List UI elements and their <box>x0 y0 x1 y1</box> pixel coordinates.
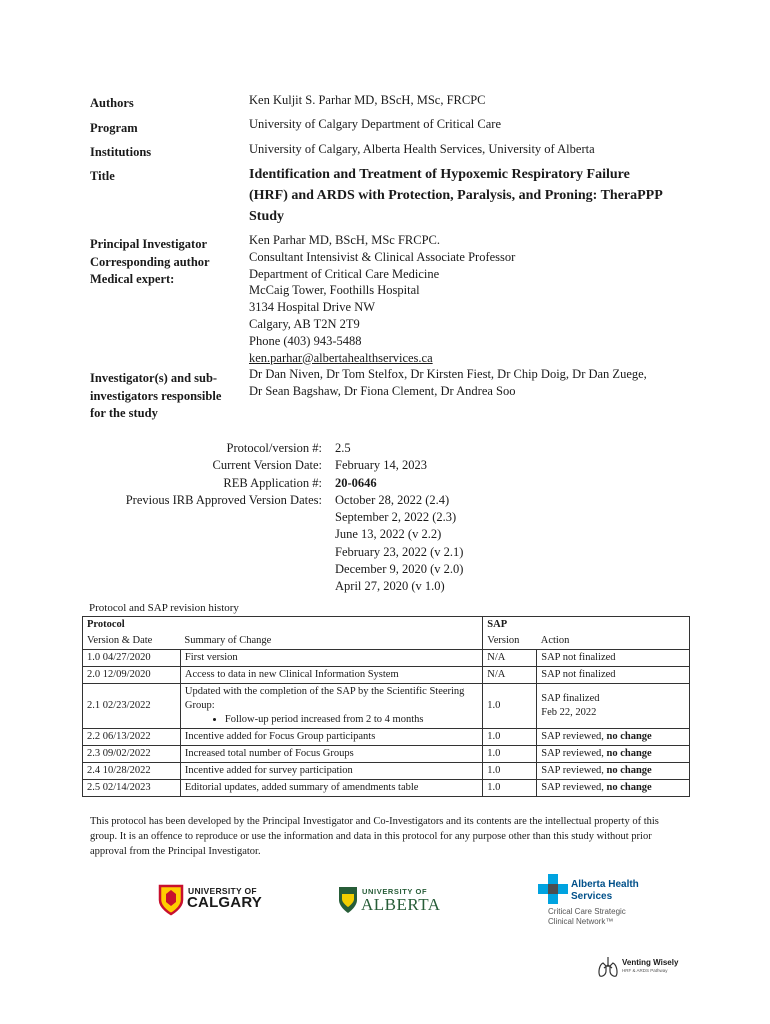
previous-date: December 9, 2020 (v 2.0) <box>335 562 464 577</box>
study-title: Identification and Treatment of Hypoxemic Respiratory Failure (HRF) and ARDS with Protection, Paralysis, and Proning: TheraPPP Study <box>249 167 663 224</box>
cell-sap-version: 1.0 <box>483 780 537 797</box>
action-bold: no change <box>606 782 652 793</box>
cell-version: 2.3 09/02/2022 <box>83 746 181 763</box>
cell-sap-version: 1.0 <box>483 763 537 780</box>
cell-action <box>537 746 690 763</box>
version-values <box>335 440 463 596</box>
institutions-value: University of Calgary, Alberta Health Services, University of Alberta <box>249 142 595 156</box>
pi-line: Ken Parhar MD, BScH, MSc FRCPC. <box>249 233 440 247</box>
cell-version: 1.0 04/27/2020 <box>83 650 181 667</box>
investigators-label-line: Investigator(s) and sub- <box>90 371 218 385</box>
previous-date: April 27, 2020 (v 1.0) <box>335 579 445 594</box>
action-date: Feb 22, 2022 <box>541 707 597 718</box>
institutions-label: Institutions <box>90 145 152 159</box>
ahs-sub1: Critical Care Strategic <box>548 907 626 916</box>
pi-label <box>90 236 210 289</box>
ahs-line2: Services <box>571 891 613 902</box>
action-bold: no change <box>606 748 652 759</box>
investigators-label-line: for the study <box>90 406 158 420</box>
col-sap-version: Version <box>483 633 537 650</box>
pi-line: Phone (403) 943-5488 <box>249 333 362 348</box>
action-bold: no change <box>606 731 652 742</box>
ualberta-logo <box>338 884 441 918</box>
program-label: Program <box>90 121 138 135</box>
previous-dates-label: Previous IRB Approved Version Dates: <box>125 492 322 507</box>
ahs-logo <box>538 874 648 934</box>
cell-summary <box>180 684 482 729</box>
cell-action <box>537 684 690 729</box>
cell-version: 2.4 10/28/2022 <box>83 763 181 780</box>
vw-sub: HRF & ARDS Pathway <box>622 968 668 973</box>
table-caption: Protocol and SAP revision history <box>89 602 239 614</box>
pi-line: Department of Critical Care Medicine <box>249 266 440 281</box>
program-value: University of Calgary Department of Critical Care <box>249 117 502 131</box>
pi-line: 3134 Hospital Drive NW <box>249 300 376 315</box>
table-row <box>83 650 690 667</box>
cell-summary: Increased total number of Focus Groups <box>180 746 482 763</box>
cell-version: 2.2 06/13/2022 <box>83 729 181 746</box>
ahs-sub2: Clinical Network™ <box>548 917 614 926</box>
ualberta-line2: ALBERTA <box>361 895 441 914</box>
action-text: SAP reviewed, <box>541 748 607 759</box>
table-header-row <box>83 617 690 634</box>
ahs-cross-icon <box>538 874 568 904</box>
action-text: SAP reviewed, <box>541 731 607 742</box>
table-row <box>83 780 690 797</box>
protocol-version-label: Protocol/version #: <box>226 441 322 455</box>
pi-line: McCaig Tower, Foothills Hospital <box>249 283 420 298</box>
action-text: SAP finalized <box>541 693 600 704</box>
ucalgary-line2: CALGARY <box>187 894 263 911</box>
previous-date: September 2, 2022 (2.3) <box>335 510 457 525</box>
ucalgary-shield-icon <box>158 884 184 916</box>
table-row <box>83 763 690 780</box>
version-labels <box>60 440 322 509</box>
previous-date: February 23, 2022 (v 2.1) <box>335 544 464 559</box>
cell-summary: Incentive added for survey participation <box>180 763 482 780</box>
cell-action <box>537 780 690 797</box>
table-row <box>83 729 690 746</box>
col-action: Action <box>537 633 690 650</box>
cell-sap-version: 1.0 <box>483 729 537 746</box>
current-date-label: Current Version Date: <box>212 458 322 473</box>
pi-line: Consultant Intensivist & Clinical Associate Professor <box>249 249 516 264</box>
cell-sap-version: 1.0 <box>483 746 537 763</box>
summary-bullet: • Follow-up period increased from 2 to 4 months <box>225 713 478 727</box>
table-subheader-row <box>83 633 690 650</box>
ucalgary-line1: UNIVERSITY OF <box>188 886 257 896</box>
cell-version: 2.0 12/09/2020 <box>83 667 181 684</box>
table-row <box>83 746 690 763</box>
pi-label-line: Medical expert: <box>90 272 175 286</box>
action-text: SAP reviewed, <box>541 765 607 776</box>
col-version-date: Version & Date <box>83 633 181 650</box>
pi-email-link[interactable]: ken.parhar@albertahealthservices.ca <box>249 350 433 365</box>
cell-version: 2.5 02/14/2023 <box>83 780 181 797</box>
summary-text: Updated with the completion of the SAP by the Scientific Steering Group: <box>184 686 465 711</box>
reb-label: REB Application #: <box>223 475 322 490</box>
cell-sap-version: N/A <box>483 650 537 667</box>
cell-action: SAP not finalized <box>537 667 690 684</box>
cell-summary: Editorial updates, added summary of amendments table <box>180 780 482 797</box>
action-bold: no change <box>606 765 652 776</box>
protocol-header: Protocol <box>83 617 483 634</box>
reb-value: 20-0646 <box>335 475 377 490</box>
table-row <box>83 667 690 684</box>
cell-sap-version: 1.0 <box>483 684 537 729</box>
pi-label-line: Principal Investigator <box>90 237 208 251</box>
sap-header: SAP <box>483 617 690 634</box>
cell-summary: Access to data in new Clinical Information System <box>180 667 482 684</box>
ucalgary-logo <box>158 884 268 918</box>
pi-details <box>249 232 647 400</box>
col-summary: Summary of Change <box>180 633 482 650</box>
previous-date: October 28, 2022 (2.4) <box>335 492 450 507</box>
cell-action: SAP not finalized <box>537 650 690 667</box>
investigators-label-line: investigators responsible <box>90 388 222 403</box>
revision-history-table <box>82 616 690 797</box>
current-date-value: February 14, 2023 <box>335 458 427 473</box>
venting-wisely-logo <box>596 953 686 981</box>
action-text: SAP reviewed, <box>541 782 607 793</box>
pi-line: Calgary, AB T2N 2T9 <box>249 316 360 331</box>
authors-value: Ken Kuljit S. Parhar MD, BScH, MSc, FRCPC <box>249 93 486 107</box>
title-label: Title <box>90 169 115 183</box>
investigators-line: Dr Sean Bagshaw, Dr Fiona Clement, Dr Andrea Soo <box>249 384 516 399</box>
cell-action <box>537 763 690 780</box>
ip-disclaimer: This protocol has been developed by the Principal Investigator and Co-Investigators and its contents are the intellectual property of this group. It is an offence to reproduce or use the information and data in this protocol for any purpose other than this study without prior approval from the Principal Investigator. <box>90 816 659 857</box>
cell-summary: Incentive added for Focus Group participants <box>180 729 482 746</box>
protocol-version-value: 2.5 <box>335 441 351 455</box>
cell-version: 2.1 02/23/2022 <box>83 684 181 729</box>
ualberta-line1: UNIVERSITY OF <box>362 887 428 896</box>
ualberta-crest-icon <box>338 886 358 914</box>
pi-label-line: Corresponding author <box>90 254 210 269</box>
investigators-line: Dr Dan Niven, Dr Tom Stelfox, Dr Kirsten Fiest, Dr Chip Doig, Dr Dan Zuege, <box>249 367 647 382</box>
previous-date: June 13, 2022 (v 2.2) <box>335 527 442 542</box>
lungs-icon <box>596 955 620 979</box>
table-row <box>83 684 690 729</box>
ahs-line1: Alberta Health <box>571 879 639 890</box>
cell-sap-version: N/A <box>483 667 537 684</box>
investigators-label <box>90 370 221 423</box>
authors-label: Authors <box>90 96 134 110</box>
vw-name: Venting Wisely <box>622 958 679 967</box>
cell-summary: First version <box>180 650 482 667</box>
cell-action <box>537 729 690 746</box>
